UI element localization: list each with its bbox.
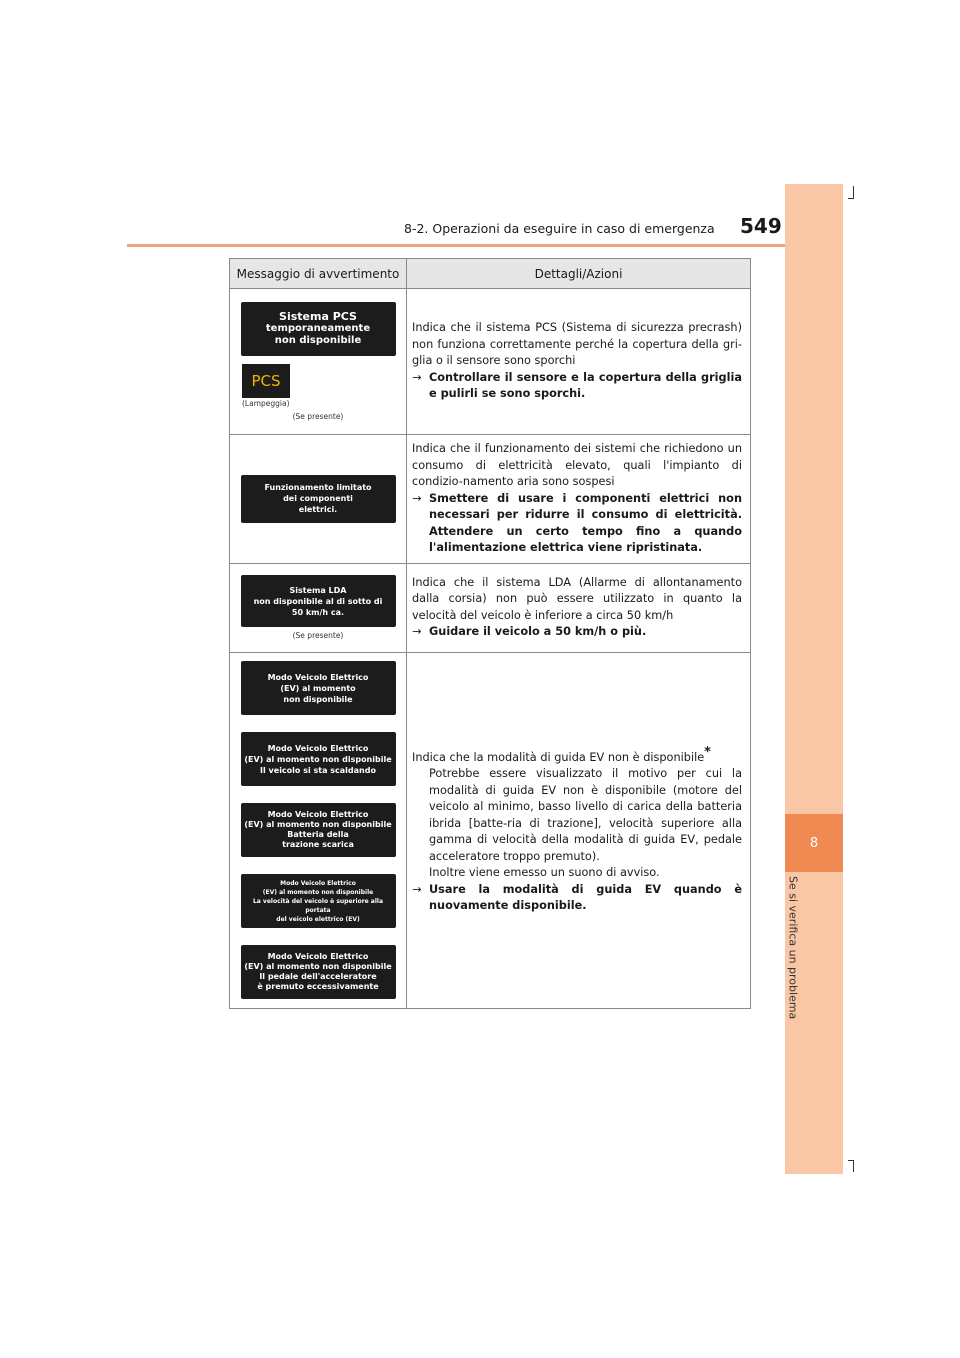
crop-mark-top-h — [848, 198, 854, 199]
screen-line: temporaneamente — [265, 323, 371, 334]
header-rule — [127, 244, 842, 247]
screen-line: non disponibile — [274, 335, 362, 346]
table-row — [230, 652, 751, 1008]
description-text: Indica che la modalità di guida EV non è disponibile — [412, 750, 705, 764]
chapter-number: 8 — [785, 814, 843, 872]
screen-line: Modo Veicolo Elettrico — [267, 952, 369, 961]
screen-line: (EV) al momento non disponibile — [244, 754, 392, 764]
screen-line: Funzionamento limitato — [264, 483, 372, 493]
screen-line: Modo Veicolo Elettrico — [267, 743, 369, 753]
details-cell — [407, 289, 751, 435]
message-cell — [230, 435, 407, 564]
if-equipped-note: (Se presente) — [292, 631, 344, 640]
lda-warning-screen — [241, 575, 396, 627]
screen-line: (EV) al momento — [280, 683, 356, 693]
ev-mode-warming-screen — [241, 732, 396, 786]
col-header-details: Dettagli/Azioni — [407, 259, 751, 289]
table-row — [230, 435, 751, 564]
description: Indica che il sistema LDA (Allarme di allontanamento dalla corsia) non può essere utilizzato in quanto la velocità del veicolo è inferiore a circa 50 km/h — [412, 575, 742, 622]
screen-line: Il veicolo si sta scaldando — [260, 765, 376, 775]
screen-line: Modo Veicolo Elettrico — [280, 879, 356, 887]
description: Indica che il sistema PCS (Sistema di sicurezza precrash) non funziona correttamente perché la copertura della gri-glia o il sensore sono sporchi — [412, 321, 742, 368]
ev-mode-battery-screen — [241, 803, 396, 857]
action-text: Controllare il sensore e la copertura della griglia e pulirli se sono sporchi. — [429, 370, 742, 401]
details-cell — [407, 652, 751, 1008]
arrow-icon: → — [412, 370, 422, 384]
description: Indica che il funzionamento dei sistemi che richiedono un consumo di elettricità elevato, quali l'impianto di condizio-namento aria sono sospesi — [412, 442, 742, 488]
message-cell — [230, 563, 407, 652]
action-text: Guidare il veicolo a 50 km/h o più. — [429, 625, 647, 638]
screen-line: (EV) al momento non disponibile — [244, 962, 392, 971]
screen-line: 50 km/h ca. — [291, 607, 345, 617]
crop-mark-top — [853, 186, 854, 198]
section-title: 8-2. Operazioni da eseguire in caso di emergenza — [404, 221, 715, 236]
pcs-warning-screen — [241, 302, 396, 356]
message-cell — [230, 289, 407, 435]
screen-line: Il pedale dell'acceleratore — [259, 972, 377, 981]
ev-mode-speed-screen — [241, 874, 396, 928]
arrow-icon: → — [412, 491, 422, 505]
electrical-limited-screen — [241, 475, 396, 523]
table-row — [230, 289, 751, 435]
screen-line: è premuto eccessivamente — [257, 982, 379, 991]
page-number: 549 — [740, 214, 782, 238]
arrow-icon: → — [412, 882, 422, 896]
crop-mark-bottom — [853, 1160, 854, 1172]
action — [412, 491, 742, 557]
screen-line: Batteria della — [287, 830, 349, 839]
screen-line: del veicolo elettrico (EV) — [276, 915, 360, 923]
action — [412, 624, 742, 641]
action — [412, 882, 742, 915]
lamp-caption: (Lampeggia) — [242, 399, 290, 408]
message-cell — [230, 652, 407, 1008]
action-text: Smettere di usare i componenti elettrici non necessari per ridurre il consumo di elettricità. Attendere un certo tempo fino a quando l'alimentazione elettrica viene ripristinata. — [429, 491, 742, 554]
details-cell — [407, 435, 751, 564]
action-text: Usare la modalità di guida EV quando è nuovamente disponibile. — [429, 882, 742, 913]
screen-line: (EV) al momento non disponibile — [244, 820, 392, 829]
screen-line: Sistema LDA — [289, 585, 347, 595]
detail-text: Potrebbe essere visualizzato il motivo per cui la modalità di guida EV non è disponibile (motore del veicolo al minimo, basso livello di carica della batteria ibrida [batte-ria di trazione], velocità superiore alla gamma di velocità della modalità di guida EV, pedale acceleratore troppo premuto). — [429, 767, 742, 863]
screen-line: dei componenti — [283, 494, 353, 504]
warning-table — [229, 258, 751, 1009]
screen-line: (EV) al momento non disponibile — [262, 888, 374, 896]
pcs-warning-lamp-icon: PCS — [242, 364, 290, 398]
screen-line: non disponibile — [283, 694, 353, 704]
footnote-asterisk: * — [704, 745, 711, 761]
screen-line: La velocità del veicolo è superiore alla portata — [252, 897, 384, 914]
screen-line: trazione scarica — [282, 840, 354, 849]
if-equipped-note: (Se presente) — [292, 412, 344, 421]
screen-line: Sistema PCS — [279, 310, 357, 323]
screen-line: non disponibile al di sotto di — [253, 596, 383, 606]
sound-note: Inoltre viene emesso un suono di avviso. — [429, 866, 660, 880]
details-cell — [407, 563, 751, 652]
screen-line: elettrici. — [298, 505, 338, 515]
description — [412, 745, 742, 766]
screen-line: Modo Veicolo Elettrico — [267, 672, 369, 682]
action — [412, 370, 742, 403]
crop-mark-bottom-h — [848, 1160, 854, 1161]
table-row — [230, 563, 751, 652]
ev-mode-screen — [241, 661, 396, 715]
col-header-message: Messaggio di avvertimento — [230, 259, 407, 289]
arrow-icon: → — [412, 625, 422, 638]
ev-mode-pedal-screen — [241, 945, 396, 999]
chapter-title: Se si verifica un problema — [786, 876, 800, 1020]
table-header — [230, 259, 751, 289]
screen-line: Modo Veicolo Elettrico — [267, 810, 369, 819]
